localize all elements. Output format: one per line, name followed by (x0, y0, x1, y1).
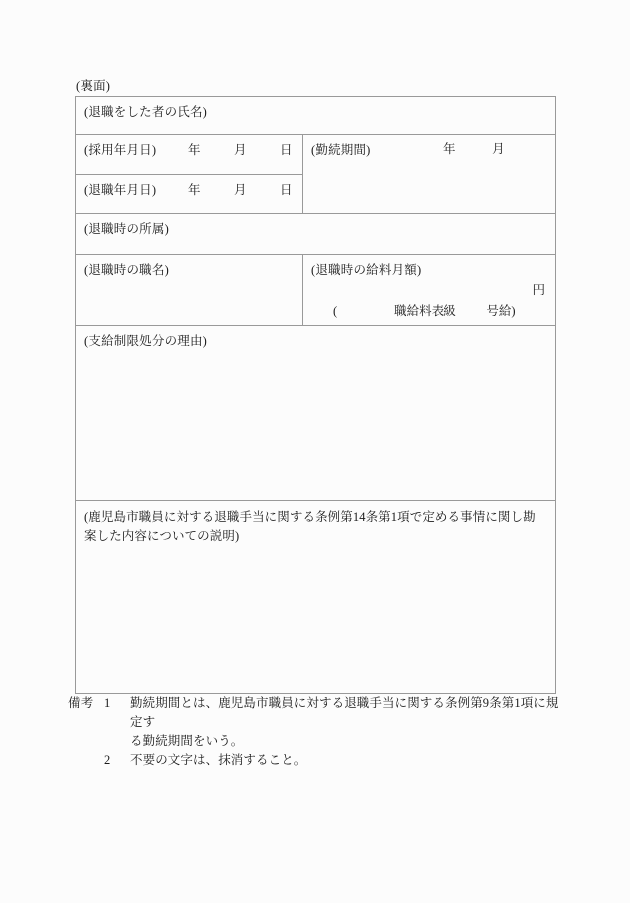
label-job-title: (退職時の職名) (84, 263, 169, 277)
table-row-explanation (76, 501, 556, 694)
salary-number-mark: 号給) (486, 304, 516, 318)
cell-salary[interactable] (303, 255, 556, 326)
side-label: (裏面) (76, 79, 111, 93)
label-retire-date: (退職年月日) (84, 183, 157, 197)
salary-grade-mark: 級 (443, 304, 456, 318)
cell-retire-date[interactable] (76, 175, 303, 214)
retirement-allowance-form-table (75, 96, 556, 694)
cell-job-title[interactable] (76, 255, 303, 326)
cell-reason[interactable] (76, 326, 556, 501)
table-row-hire-date (76, 135, 556, 175)
tenure-month-mark: 月 (492, 142, 505, 156)
note-text: 勤続期間とは、鹿児島市職員に対する退職手当に関する条例第9条第1項に規定す (130, 696, 559, 729)
retire-date-year-mark: 年 (188, 183, 201, 197)
cell-affiliation[interactable] (76, 214, 556, 255)
note-text: 不要の文字は、抹消すること。 (130, 753, 307, 767)
salary-table-mark: 職給料表 (394, 304, 445, 318)
salary-paren-open: ( (333, 304, 338, 318)
hire-date-day-mark: 日 (280, 143, 293, 157)
cell-explanation[interactable] (76, 501, 556, 694)
table-row-name (76, 97, 556, 135)
notes-heading: 備考 (68, 696, 94, 710)
salary-grade-marks (333, 303, 516, 320)
cell-name[interactable] (76, 97, 556, 135)
label-explanation: (鹿児島市職員に対する退職手当に関する条例第14条第1項で定める事情に関し勘案した内容についての説明) (84, 510, 536, 543)
retire-date-day-mark: 日 (280, 183, 293, 197)
notes-section (68, 694, 568, 770)
cell-tenure[interactable] (303, 135, 556, 214)
label-salary: (退職時の給料月額) (311, 263, 422, 277)
salary-yen-mark: 円 (532, 283, 545, 297)
retire-date-marks (188, 182, 294, 199)
hire-date-marks (188, 142, 294, 159)
note-continuation: る勤続期間をいう。 (130, 734, 244, 748)
note-number: 1 (104, 696, 111, 710)
cell-hire-date[interactable] (76, 135, 303, 175)
label-tenure: (勤続期間) (311, 143, 371, 157)
table-row-reason (76, 326, 556, 501)
hire-date-year-mark: 年 (188, 143, 201, 157)
label-hire-date: (採用年月日) (84, 143, 157, 157)
tenure-marks (443, 141, 512, 158)
note-item (68, 751, 568, 770)
tenure-year-mark: 年 (443, 142, 456, 156)
retire-date-month-mark: 月 (234, 183, 247, 197)
label-retiree-name: (退職をした者の氏名) (84, 105, 208, 119)
hire-date-month-mark: 月 (234, 143, 247, 157)
note-item (68, 694, 568, 732)
label-reason: (支給制限処分の理由) (84, 334, 208, 348)
table-row-affiliation (76, 214, 556, 255)
note-number: 2 (104, 753, 111, 767)
label-affiliation: (退職時の所属) (84, 222, 169, 236)
table-row-job-title-salary (76, 255, 556, 326)
